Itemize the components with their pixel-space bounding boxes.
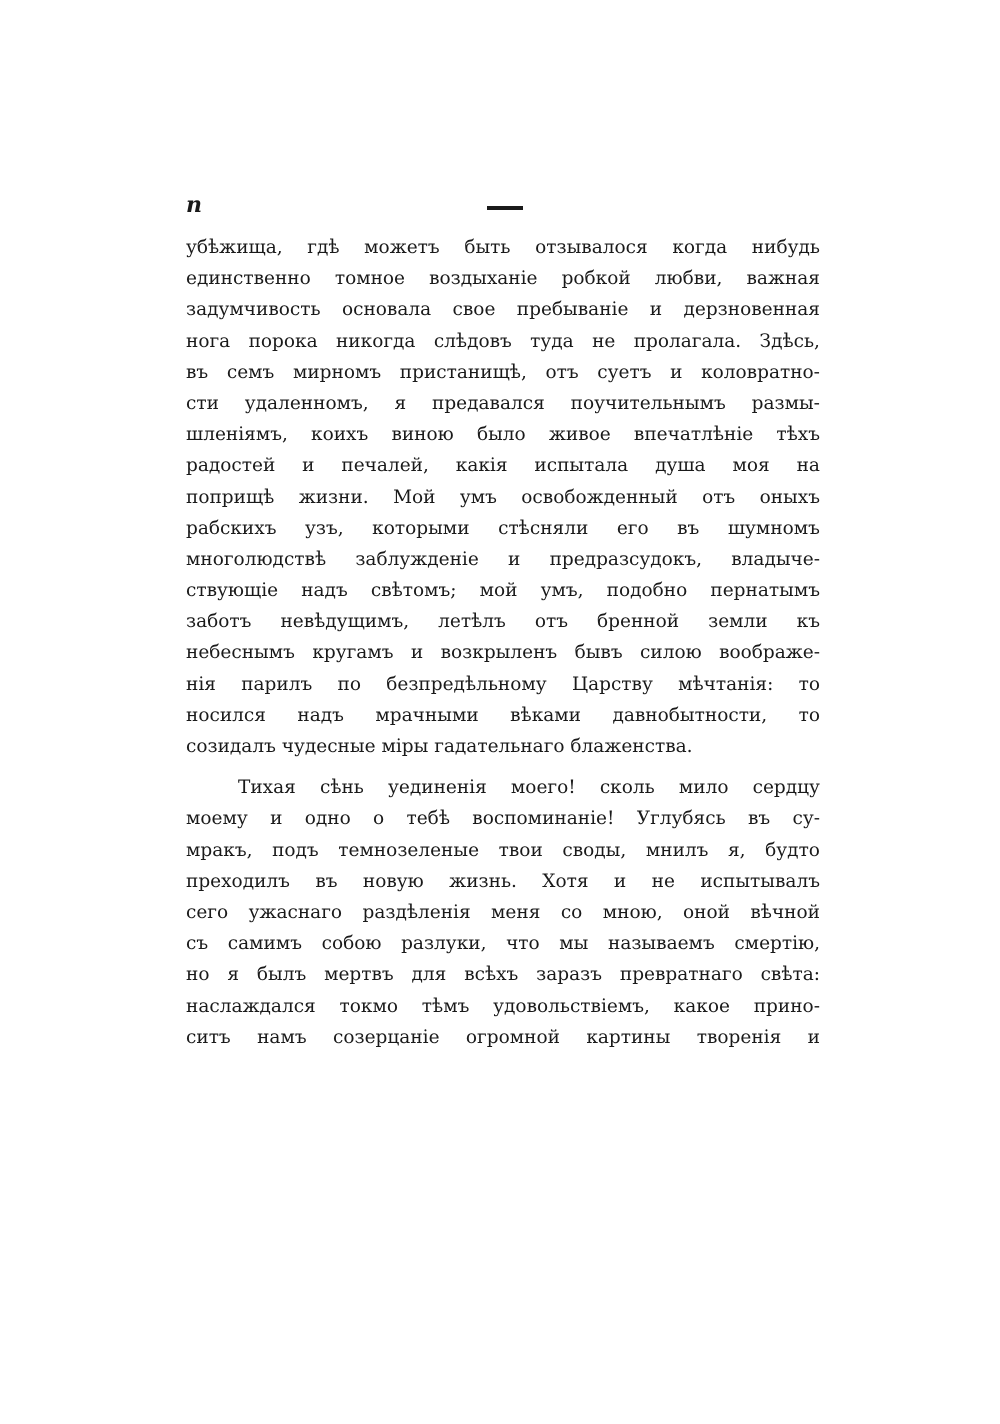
text-line: убѣжища, гдѣ можетъ быть отзывалося когда нибудь [186, 237, 820, 258]
text-line: ситъ намъ созерцаніе огромной картины творенія и [186, 1026, 820, 1048]
text-line: нія парилъ по безпредѣльному Царству мѣчтанія: то [186, 673, 820, 695]
text-line: сти удаленномъ, я предавался поучительнымъ размы- [186, 392, 820, 414]
text-line: съ самимъ собою разлуки, что мы называемъ смертію, [186, 933, 820, 955]
text-line: мракъ, подъ темнозеленые твои своды, мнилъ я, будто [186, 839, 820, 861]
text-line: моему и одно о тебѣ воспоминаніе! Углубясь въ су- [186, 808, 820, 830]
page-number: п [186, 192, 203, 218]
text-line: Тихая сѣнь уединенія моего! сколь мило сердцу [238, 777, 820, 799]
text-line: нога порока никогда слѣдовъ туда не пролагала. Здѣсь, [186, 330, 820, 352]
text-line: наслаждался токмо тѣмъ удовольствіемъ, какое прино- [186, 995, 820, 1017]
text-line: радостей и печалей, какія испытала душа моя на [186, 455, 820, 477]
text-line: сего ужаснаго раздѣленія меня со мною, оной вѣчной [186, 901, 820, 923]
text-line: задумчивость основала свое пребываніе и дерзновенная [186, 299, 820, 321]
text-line: многолюдствѣ заблужденіе и предразсудокъ, владыче- [186, 548, 820, 570]
text-line: шленіямъ, коихъ виною было живое впечатлѣніе тѣхъ [186, 424, 820, 446]
text-line: созидалъ чудесные міры гадательнаго блаженства. [186, 736, 693, 757]
text-line: заботъ невѣдущимъ, летѣлъ отъ бренной земли къ [186, 611, 820, 633]
header-dash [487, 206, 523, 210]
text-line: небеснымъ кругамъ и возкрыленъ бывъ силою воображе- [186, 642, 820, 664]
text-line: въ семъ мирномъ пристанищѣ, отъ суетъ и коловратно- [186, 361, 820, 383]
paragraph-1 [186, 232, 820, 762]
text-line: поприщѣ жизни. Мой умъ освобожденный отъ оныхъ [186, 486, 820, 508]
paragraph-2 [186, 772, 820, 1053]
page-text [186, 232, 820, 1053]
text-line: рабскихъ узъ, которыми стѣсняли его въ шумномъ [186, 517, 820, 539]
text-line: носился надъ мрачными вѣками давнобытности, то [186, 704, 820, 726]
text-line: преходилъ въ новую жизнь. Хотя и не испытывалъ [186, 870, 820, 892]
text-line: но я былъ мертвъ для всѣхъ заразъ превратнаго свѣта: [186, 964, 820, 986]
text-line: единственно томное воздыханіе робкой любви, важная [186, 268, 820, 290]
text-line: ствующіе надъ свѣтомъ; мой умъ, подобно пернатымъ [186, 580, 820, 602]
